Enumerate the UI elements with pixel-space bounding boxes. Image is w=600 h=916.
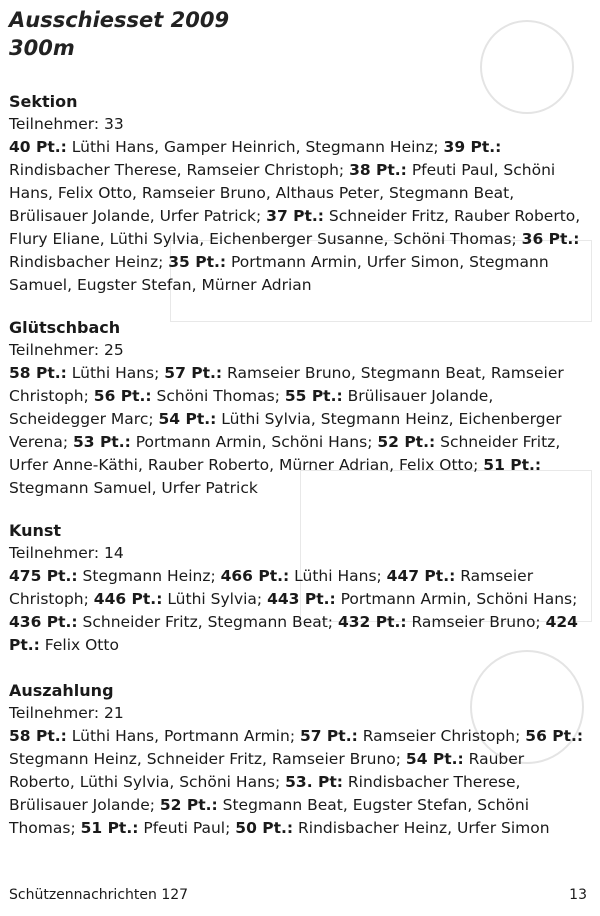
shooter-names: Lüthi Hans, Portmann Armin; — [66, 727, 300, 745]
shooter-names: Stegmann Heinz, Schneider Fritz, Ramseier Bruno; — [9, 750, 406, 768]
points-label: 58 Pt.: — [9, 364, 67, 382]
shooter-names: Ramseier Christoph; — [357, 727, 526, 745]
points-label: 424 Pt.: — [9, 613, 578, 654]
participants-count: Teilnehmer: 33 — [9, 115, 124, 133]
shooter-names: Brülisauer Jolande, Scheidegger Marc; — [9, 387, 494, 428]
points-label: 53 Pt.: — [72, 433, 131, 451]
document-header — [9, 6, 229, 62]
shooter-names: Ramseier Bruno; — [406, 613, 546, 631]
shooter-names: Schneider Fritz, Stegmann Beat; — [77, 613, 338, 631]
results-text — [9, 565, 584, 657]
points-label: 39 Pt.: — [443, 138, 502, 156]
points-label: 36 Pt.: — [521, 230, 580, 248]
points-label: 56 Pt.: — [93, 387, 152, 405]
shooter-names: Schneider Fritz, Rauber Roberto, Flury Eliane, Lüthi Sylvia, Eichenberger Susanne, Schöni Thomas; — [9, 207, 581, 248]
points-label: 466 Pt.: — [220, 567, 290, 585]
points-label: 54 Pt.: — [405, 750, 464, 768]
shooter-names: Stegmann Beat, Eugster Stefan, Schöni Thomas; — [9, 796, 530, 837]
page-subtitle: 300m — [9, 36, 75, 60]
section-title: Glütschbach — [9, 318, 121, 337]
shooter-names: Stegmann Heinz; — [77, 567, 221, 585]
points-label: 38 Pt.: — [349, 161, 407, 179]
shooter-names: Rindisbacher Therese, Brülisauer Jolande; — [9, 773, 521, 814]
points-label: 57 Pt.: — [299, 727, 358, 745]
shooter-names: Pfeuti Paul; — [138, 819, 236, 837]
shooter-names: Schöni Thomas; — [151, 387, 285, 405]
section-kunst — [9, 520, 584, 657]
shooter-names: Rindisbacher Heinz; — [9, 253, 169, 271]
shooter-names: Rindisbacher Therese, Ramseier Christoph; — [9, 161, 350, 179]
points-label: 56 Pt.: — [525, 727, 584, 745]
points-label: 447 Pt.: — [386, 567, 456, 585]
section-gluetschbach — [9, 317, 584, 500]
points-label: 55 Pt.: — [284, 387, 343, 405]
shooter-names: Ramseier Bruno, Stegmann Beat, Ramseier Christoph; — [9, 364, 564, 405]
results-text — [9, 136, 584, 297]
points-label: 37 Pt.: — [266, 207, 324, 225]
shooter-names: Schneider Fritz, Urfer Anne-Käthi, Rauber Roberto, Mürner Adrian, Felix Otto; — [9, 433, 561, 474]
shooter-names: Lüthi Sylvia; — [162, 590, 268, 608]
shooter-names: Lüthi Hans; — [289, 567, 387, 585]
section-sektion — [9, 91, 584, 297]
points-label: 436 Pt.: — [9, 613, 78, 631]
shooter-names: Pfeuti Paul, Schöni Hans, Felix Otto, Ramseier Bruno, Althaus Peter, Stegmann Beat, Brülisauer Jolande, Urfer Patrick; — [9, 161, 556, 225]
points-label: 443 Pt.: — [267, 590, 336, 608]
participants-count: Teilnehmer: 21 — [9, 704, 124, 722]
publication-name: Schützennachrichten 127 — [9, 887, 189, 903]
shooter-names: Lüthi Hans; — [66, 364, 165, 382]
shooter-names: Rauber Roberto, Lüthi Sylvia, Schöni Hans; — [9, 750, 525, 791]
participants-count: Teilnehmer: 14 — [9, 544, 124, 562]
points-label: 40 Pt.: — [9, 138, 67, 156]
points-label: 52 Pt.: — [159, 796, 218, 814]
points-label: 446 Pt.: — [93, 590, 163, 608]
section-title: Kunst — [9, 521, 62, 540]
shooter-names: Portmann Armin, Schöni Hans; — [130, 433, 378, 451]
points-label: 51 Pt.: — [80, 819, 139, 837]
points-label: 432 Pt.: — [337, 613, 407, 631]
section-title: Sektion — [9, 92, 78, 111]
shooter-names: Rindisbacher Heinz, Urfer Simon — [293, 819, 550, 837]
shooter-names: Stegmann Samuel, Urfer Patrick — [9, 479, 258, 497]
points-label: 51 Pt.: — [483, 456, 542, 474]
shooter-names: Ramseier Christoph; — [9, 567, 534, 608]
page-number: 13 — [569, 887, 587, 903]
points-label: 50 Pt.: — [235, 819, 294, 837]
points-label: 35 Pt.: — [168, 253, 227, 271]
points-label: 54 Pt.: — [158, 410, 217, 428]
points-label: 53. Pt: — [285, 773, 343, 791]
section-title: Auszahlung — [9, 681, 114, 700]
shooter-names: Lüthi Hans, Gamper Heinrich, Stegmann Heinz; — [66, 138, 444, 156]
points-label: 52 Pt.: — [377, 433, 436, 451]
points-label: 57 Pt.: — [164, 364, 223, 382]
results-text — [9, 362, 584, 500]
results-text — [9, 725, 584, 840]
shooter-names: Lüthi Sylvia, Stegmann Heinz, Eichenberger Verena; — [9, 410, 562, 451]
page-title: Ausschiesset 2009 — [9, 8, 230, 32]
section-auszahlung — [9, 680, 584, 840]
participants-count: Teilnehmer: 25 — [9, 341, 124, 359]
points-label: 58 Pt.: — [9, 727, 67, 745]
points-label: 475 Pt.: — [9, 567, 78, 585]
shooter-names: Felix Otto — [39, 636, 119, 654]
shooter-names: Portmann Armin, Schöni Hans; — [335, 590, 578, 608]
shooter-names: Portmann Armin, Urfer Simon, Stegmann Samuel, Eugster Stefan, Mürner Adrian — [9, 253, 549, 294]
